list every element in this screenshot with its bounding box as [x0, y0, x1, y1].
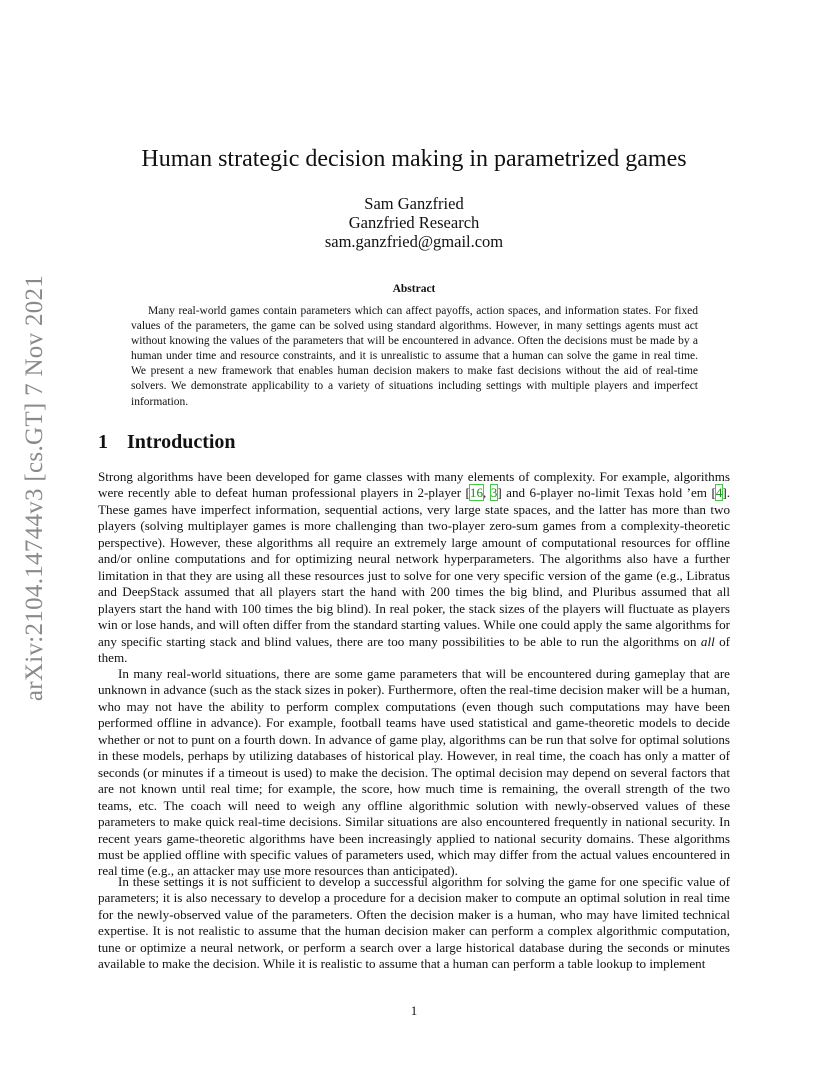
- paragraph-1-text-b: ] and 6-player no-limit Texas hold ’em [: [497, 485, 716, 501]
- section-number: 1: [98, 431, 108, 453]
- citation-separator: ,: [483, 485, 491, 501]
- paragraph-1: [98, 469, 730, 666]
- paragraph-3: In these settings it is not sufficient to develop a successful algorithm for solving the game for one specific value of parameters; it is also necessary to develop a procedure for a decision maker to compute an optimal solution in real time for the newly-observed value of the parameters. Often the decision maker is a human, who may have limited technical expertise. It is not realistic to assume that the human decision maker can perform a complex algorithmic computation, tune or optimize a neural network, or perform a search over a large historical database during the seconds or minutes available to make the decision. While it is realistic to assume that a human can perform a table lookup to implement: [98, 874, 730, 972]
- paper-title: Human strategic decision making in parametrized games: [141, 146, 687, 172]
- citation-link[interactable]: 4: [715, 485, 723, 501]
- section-heading: [98, 431, 236, 454]
- paragraph-2: In many real-world situations, there are some game parameters that will be encountered during gameplay that are unknown in advance (such as the stack sizes in poker). Furthermore, often the real-time decision maker will be a human, who may not have the ability to perform complex computations (even though such computations may have been performed offline in advance). For example, football teams have used statistical and game-theoretic models to decide whether or not to punt on a fourth down. In advance of game play, algorithms can be run that solve for optimal solutions in these models, perhaps by utilizing databases of historical play. However, in real time, the coach has only a matter of seconds (or minutes if a timeout is used) to make the decision. The optimal decision may depend on several factors that are not known until real time; for example, the score, how much time is remaining, the overall strength of the two teams, etc. The coach will need to weigh any offline algorithmic solution with newly-observed values of these parameters to make quick real-time decisions. Similar situations are also encountered frequently in national security. In recent years game-theoretic algorithms have been increasingly applied to national security domains. These algorithms must be applied offline with specific values of parameters used, which may differ from the actual values encountered in real time (e.g., an attacker may use more resources than anticipated).: [98, 666, 730, 879]
- section-title: Introduction: [127, 431, 236, 453]
- author-email: sam.ganzfried@gmail.com: [324, 232, 504, 251]
- arxiv-identifier: [17, 274, 53, 701]
- citation-link[interactable]: 16: [469, 485, 484, 501]
- author-affiliation: Ganzfried Research: [348, 213, 480, 232]
- author-name: Sam Ganzfried: [364, 194, 464, 213]
- paragraph-1-text-a: Strong algorithms have been developed for game classes with many elements of complexity. For example, algorithms were recently able to defeat human professional players in 2-player [: [98, 469, 730, 501]
- paragraph-1-text-d: of them.: [98, 633, 730, 665]
- abstract-text: Many real-world games contain parameters which can affect payoffs, action spaces, and information states. For fixed values of the parameters, the game can be solved using standard algorithms. However, in many settings agents must act without knowing the values of the parameters that will be encountered in advance. Often the decisions must be made by a human under time and resource constraints, and it is unrealistic to assume that a human can solve the game in real time. We present a new framework that enables human decision makers to make fast decisions without the aid of real-time solvers. We demonstrate applicability to a variety of situations including settings with multiple players and imperfect information.: [131, 305, 698, 408]
- paragraph-1-text-c: ]. These games have imperfect information, sequential actions, very large state spaces, and the latter has more than two players (solving multiplayer games is more challenging than two-player zero-sum games from a complexity-theoretic perspective). However, these algorithms all require an extremely large amount of computational resources for offline and/or online computations and for optimizing neural network hyperparameters. The algorithms also have a further limitation in that they are using all these resources just to solve for one very specific version of the game (e.g., Libratus and DeepStack assumed that all players start the hand with 200 times the big blind, and Pluribus assumed that all players start the hand with 100 times the big blind). In real poker, the stack sizes of the players will fluctuate as players win or lose hands, and will often differ from the standard starting values. While one could apply the same algorithms for any specific starting stack and blind values, there are too many possibilities to be able to run the algorithms on: [98, 485, 730, 649]
- arxiv-identifier-text: arXiv:2104.14744v3 [cs.GT] 7 Nov 2021: [21, 274, 48, 701]
- page-number: 1: [410, 1003, 418, 1018]
- citation-link[interactable]: 3: [490, 485, 498, 501]
- emphasis-text: all: [700, 633, 715, 649]
- abstract-heading: Abstract: [392, 283, 436, 295]
